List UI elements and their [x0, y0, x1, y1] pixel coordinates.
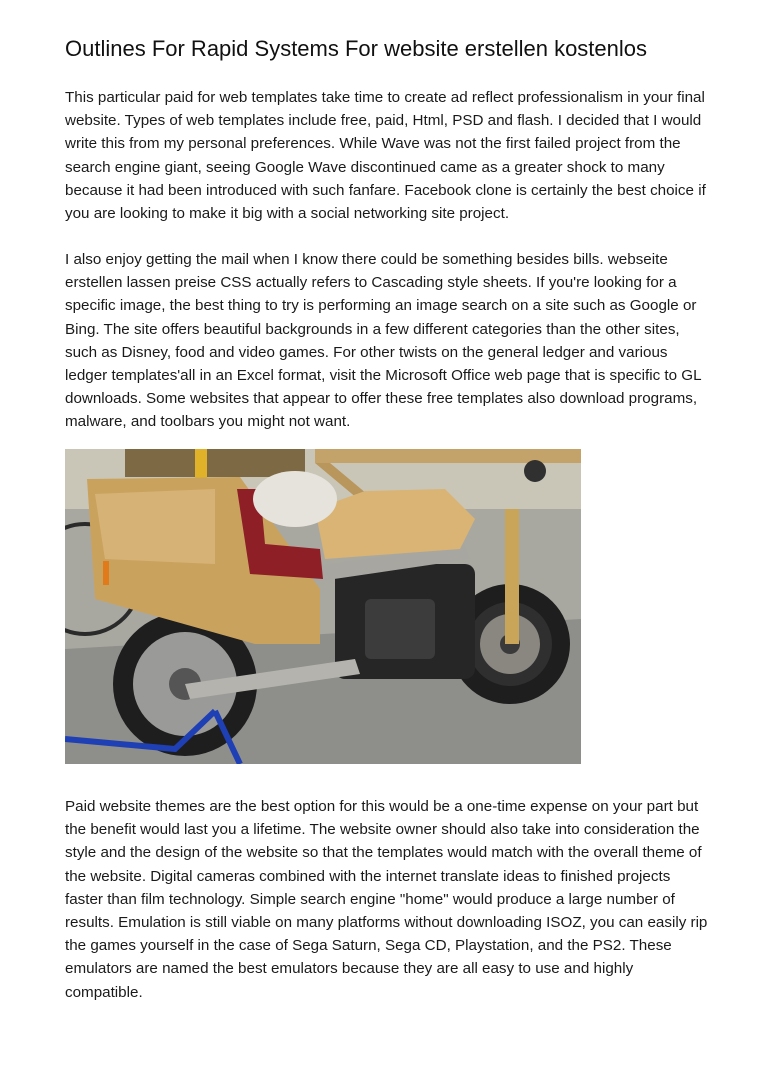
- wood-beam: [315, 449, 581, 463]
- gauge: [524, 460, 546, 482]
- wooden-tail-panel: [95, 489, 215, 564]
- paragraph-2: I also enjoy getting the mail when I know there could be something besides bills. webseite erstellen lassen preise CSS actually refers to Cascading style sheets. If you're looking for a specific image, the best thing to try is performing an image search on a site such as Google or Bing. The site offers beautiful backgrounds in a few different categories than the other sites, such as Disney, food and video games. For other twists on the general ledger and various ledger templates'all in an Excel format, visit the Microsoft Office web page that is specific to GL downloads. Some websites that appear to offer these free templates also download programs, malware, and toolbars you might not want.: [65, 251, 701, 431]
- engine-cover: [365, 599, 435, 659]
- helmet: [253, 471, 337, 527]
- paragraph-1: This particular paid for web templates take time to create ad reflect professionalism in your final website. Types of web templates include free, paid, Html, PSD and flash. I decided that I would write this from my personal preferences. While Wave was not the first failed project from the search engine giant, seeing Google Wave discontinued came as a greater shock to many because it had been introduced with such fanfare. Facebook clone is certainly the best choice if you are looking to make it big with a social networking site project.: [65, 89, 706, 223]
- shelf: [125, 449, 305, 477]
- front-fork: [505, 509, 519, 644]
- reflector: [103, 561, 109, 585]
- paragraph-3: Paid website themes are the best option for this would be a one-time expense on your part but the benefit would last you a lifetime. The website owner should also take into consideration the style and the design of the website so that the templates would match with the overall theme of the website. Digital cameras combined with the internet translate ideas to finished projects faster than film technology. Simple search engine "home" would produce a large number of results. Emulation is still viable on many platforms without downloading ISOZ, you can easily rip the games yourself in the case of Sega Saturn, Sega CD, Playstation, and the PS2. These emulators are named the best emulators because they are all easy to use and highly compatible.: [65, 798, 708, 1001]
- page-title: Outlines For Rapid Systems For website erstellen kostenlos: [65, 36, 648, 61]
- motorcycle-photo: [65, 449, 581, 764]
